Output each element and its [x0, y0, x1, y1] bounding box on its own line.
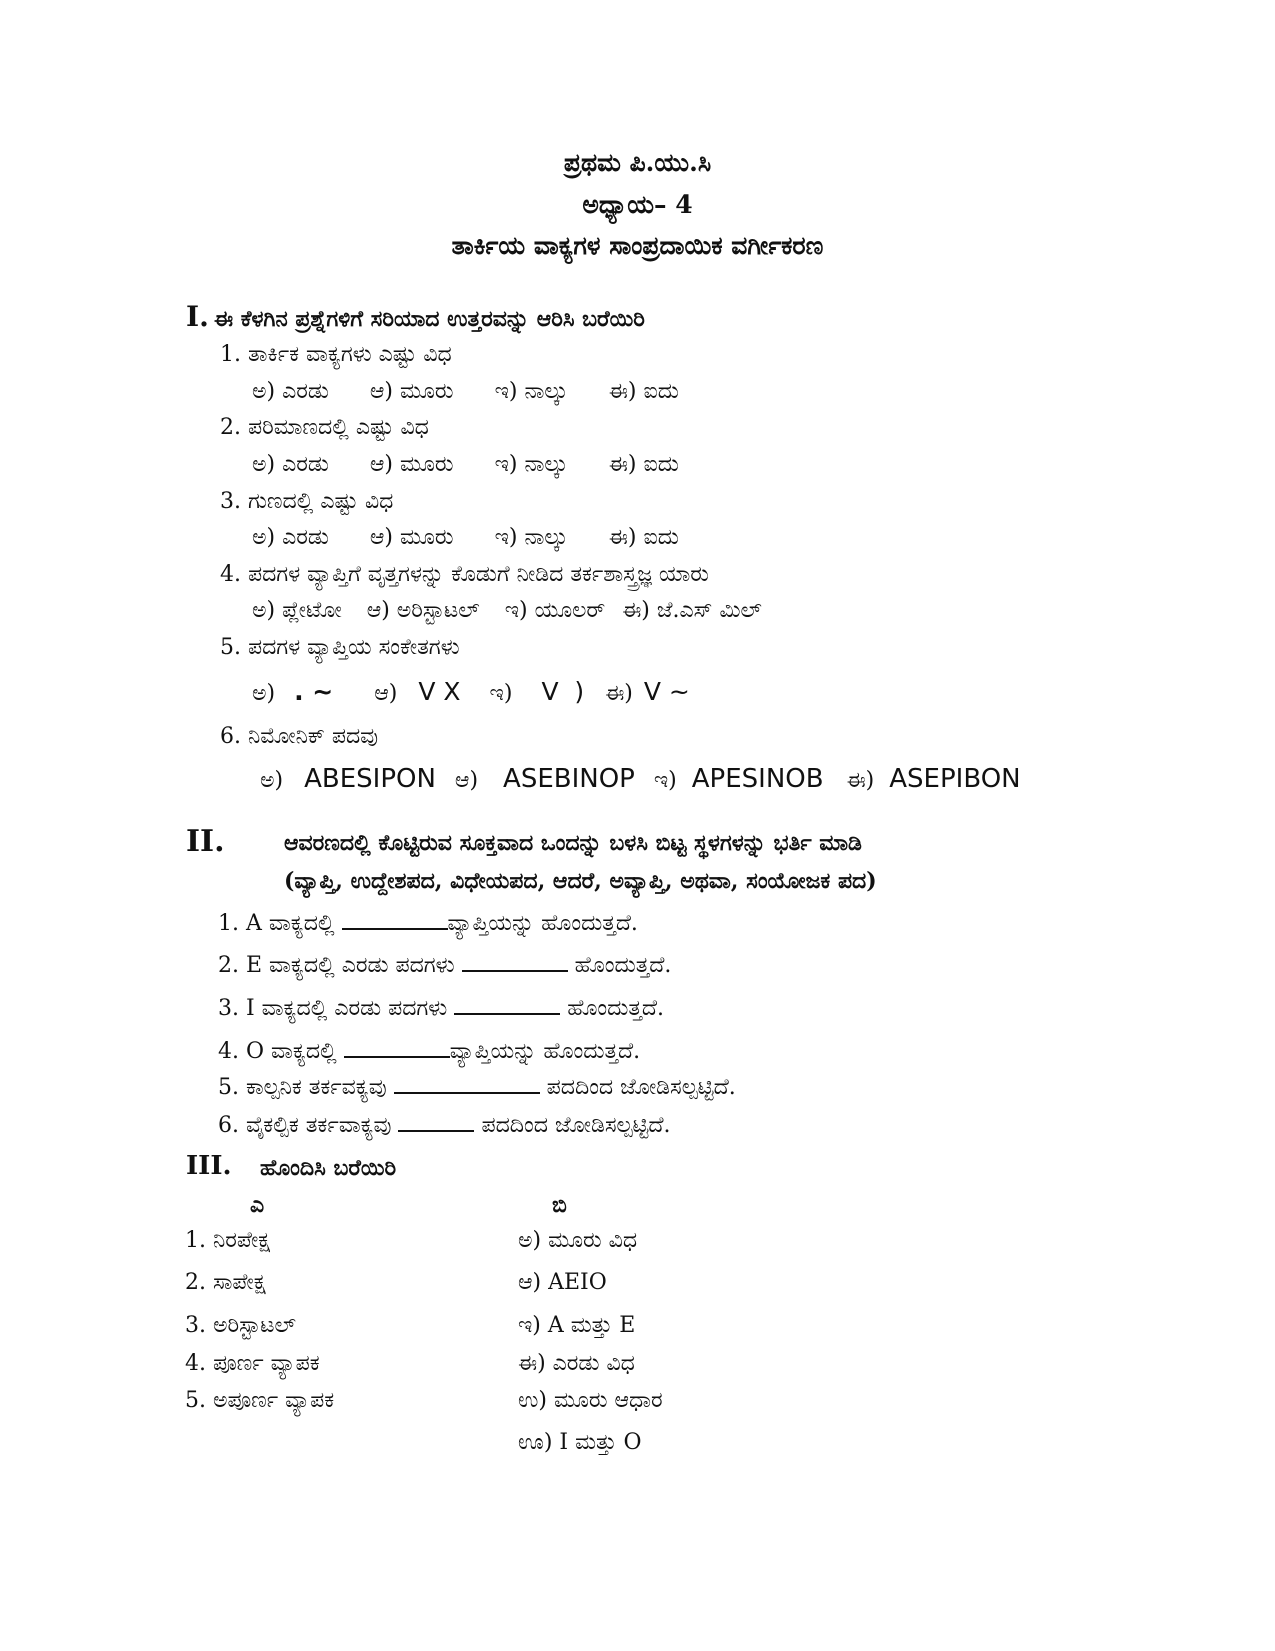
option-label: ಅ) [252, 681, 276, 706]
option: ಈ) ಐದು [608, 525, 679, 550]
option-label: ಆ) [374, 681, 398, 706]
question-2-options [252, 452, 713, 477]
fill-blank-3 [218, 996, 664, 1021]
fill-blank-6-pre: 6. ವೈಕಲ್ಪಿಕ ತರ್ಕವಾಕ್ಯವು [218, 1113, 399, 1138]
symbol-a: . ~ [294, 677, 334, 706]
option: ಅ) ಎರಡು [252, 379, 329, 404]
question-1: 1. ತಾರ್ಕಿಕ ವಾಕ್ಯಗಳು ಎಷ್ಟು ವಿಧ [220, 342, 452, 367]
blank-line [398, 1126, 474, 1132]
option: ಆ) ಮೂರು [369, 525, 454, 550]
symbol-b: V X [418, 677, 461, 706]
page-title: ತಾರ್ಕಿಯ ವಾಕ್ಯಗಳ ಸಾಂಪ್ರದಾಯಿಕ ವರ್ಗೀಕರಣ [451, 231, 824, 260]
mnemonic-c: APESINOB [691, 764, 824, 794]
option: ಈ) ಜೆ.ಎಸ್ ಮಿಲ್ [622, 598, 762, 623]
match-a-5: 5. ಅಪೂರ್ಣ ವ್ಯಾಪಕ [185, 1388, 335, 1413]
symbol-c: V ) [541, 677, 585, 706]
option: ಆ) ಅರಿಸ್ಟಾಟಲ್ [366, 598, 480, 623]
course-title: ಪ್ರಥಮ ಪಿ.ಯು.ಸಿ [563, 148, 712, 177]
match-a-1: 1. ನಿರಪೇಕ್ಷ [185, 1228, 271, 1253]
fill-blank-1-pre: 1. A ವಾಕ್ಯದಲ್ಲಿ [218, 911, 342, 936]
blank-line [462, 966, 568, 972]
match-b-2: ಆ) AEIO [518, 1270, 607, 1295]
fill-blank-5-pre: 5. ಕಾಲ್ಪನಿಕ ತರ್ಕವಕ್ಯವು [218, 1075, 394, 1100]
section-2-options: (ವ್ಯಾಪ್ತಿ, ಉದ್ದೇಶಪದ, ವಿಧೇಯಪದ, ಆದರೆ, ಅವ್ಯಾಪ್ತಿ, ಅಥವಾ, ಸಂಯೋಜಕ ಪದ) [284, 868, 877, 894]
option: ಅ) ಎರಡು [252, 525, 329, 550]
match-a-4: 4. ಪೂರ್ಣ ವ್ಯಾಪಕ [185, 1351, 320, 1376]
section-1-numeral: I. [186, 300, 209, 333]
option-label: ಈ) [846, 768, 875, 793]
match-b-1: ಅ) ಮೂರು ವಿಧ [518, 1228, 638, 1253]
symbol-d: V ~ [643, 677, 690, 706]
blank-line [344, 1052, 450, 1058]
column-a-header: ಎ [250, 1192, 265, 1218]
fill-blank-6 [218, 1113, 671, 1138]
option: ಈ) ಐದು [608, 379, 679, 404]
question-5: 5. ಪದಗಳ ವ್ಯಾಪ್ತಿಯ ಸಂಕೇತಗಳು [220, 635, 460, 660]
match-a-3: 3. ಅರಿಸ್ಟಾಟಲ್ [185, 1313, 296, 1338]
option: ಆ) ಮೂರು [369, 379, 454, 404]
option: ಆ) ಮೂರು [369, 452, 454, 477]
fill-blank-1-post: ವ್ಯಾಪ್ತಿಯನ್ನು ಹೊಂದುತ್ತದೆ. [447, 911, 638, 936]
option-label: ಆ) [454, 768, 479, 793]
question-6-options [260, 764, 1021, 794]
match-b-4: ಈ) ಎರಡು ವಿಧ [518, 1351, 635, 1376]
fill-blank-2-pre: 2. E ವಾಕ್ಯದಲ್ಲಿ ಎರಡು ಪದಗಳು [218, 953, 462, 978]
column-b-header: ಬಿ [552, 1192, 567, 1218]
blank-line [394, 1088, 540, 1094]
option: ಇ) ನಾಲ್ಕು [494, 452, 568, 477]
question-1-options [252, 379, 713, 404]
section-3-heading: ಹೊಂದಿಸಿ ಬರೆಯಿರಿ [260, 1155, 397, 1181]
fill-blank-3-pre: 3. I ವಾಕ್ಯದಲ್ಲಿ ಎರಡು ಪದಗಳು [218, 996, 455, 1021]
mnemonic-b: ASEBINOP [503, 764, 635, 794]
option: ಇ) ಯೂಲರ್ [504, 598, 606, 623]
fill-blank-6-post: ಪದದಿಂದ ಜೋಡಿಸಲ್ಪಟ್ಟಿದೆ. [474, 1113, 671, 1138]
section-2-heading: ಆವರಣದಲ್ಲಿ ಕೊಟ್ಟಿರುವ ಸೂಕ್ತವಾದ ಒಂದನ್ನು ಬಳಸಿ ಬಿಟ್ಟ ಸ್ಥಳಗಳನ್ನು ಭರ್ತಿ ಮಾಡಿ [284, 830, 862, 856]
section-3-numeral: III. [186, 1151, 232, 1181]
option: ಇ) ನಾಲ್ಕು [494, 525, 568, 550]
fill-blank-5 [218, 1075, 736, 1100]
option: ಈ) ಐದು [608, 452, 679, 477]
match-b-3: ಇ) A ಮತ್ತು E [518, 1313, 636, 1338]
chapter-title: ಅಧ್ಯಾಯ– 4 [582, 190, 693, 219]
blank-line [454, 1009, 560, 1015]
option: ಅ) ಎರಡು [252, 452, 329, 477]
question-3: 3. ಗುಣದಲ್ಲಿ ಎಷ್ಟು ವಿಧ [220, 489, 394, 514]
fill-blank-4 [218, 1039, 640, 1064]
blank-line [342, 924, 448, 930]
section-1-heading [186, 300, 645, 333]
fill-blank-2 [218, 953, 671, 978]
option-label: ಇ) [653, 768, 677, 793]
question-5-options [252, 677, 690, 706]
question-6: 6. ನಿಮೋನಿಕ್ ಪದವು [220, 724, 379, 749]
option: ಇ) ನಾಲ್ಕು [494, 379, 568, 404]
fill-blank-1 [218, 911, 638, 936]
option: ಅ) ಪ್ಲೇಟೋ [252, 598, 342, 623]
question-2: 2. ಪರಿಮಾಣದಲ್ಲಿ ಎಷ್ಟು ವಿಧ [220, 415, 429, 440]
fill-blank-4-post: ವ್ಯಾಪ್ತಿಯನ್ನು ಹೊಂದುತ್ತದೆ. [449, 1039, 641, 1064]
question-4-options [252, 598, 796, 623]
question-3-options [252, 525, 713, 550]
match-a-2: 2. ಸಾಪೇಕ್ಷ [185, 1270, 266, 1295]
fill-blank-2-post: ಹೊಂದುತ್ತದೆ. [567, 953, 672, 978]
section-2-numeral: II. [186, 824, 225, 859]
question-4: 4. ಪದಗಳ ವ್ಯಾಪ್ತಿಗೆ ವೃತ್ತಗಳನ್ನು ಕೊಡುಗೆ ನೀಡಿದ ತರ್ಕಶಾಸ್ತ್ರಜ್ಞ ಯಾರು [220, 562, 709, 587]
mnemonic-a: ABESIPON [304, 764, 436, 794]
match-b-5: ಉ) ಮೂರು ಆಧಾರ [518, 1388, 663, 1413]
mnemonic-d: ASEPIBON [889, 764, 1021, 794]
fill-blank-3-post: ಹೊಂದುತ್ತದೆ. [560, 996, 664, 1021]
fill-blank-5-post: ಪದದಿಂದ ಜೋಡಿಸಲ್ಪಟ್ಟಿದೆ. [539, 1075, 736, 1100]
match-b-6: ಊ) I ಮತ್ತು O [518, 1430, 642, 1455]
fill-blank-4-pre: 4. O ವಾಕ್ಯದಲ್ಲಿ [218, 1039, 344, 1064]
option-label: ಈ) [605, 681, 633, 706]
section-1-text: ಈ ಕೆಳಗಿನ ಪ್ರಶ್ನೆಗಳಿಗೆ ಸರಿಯಾದ ಉತ್ತರವನ್ನು ಆರಿಸಿ ಬರೆಯಿರಿ [213, 306, 645, 332]
option-label: ಇ) [489, 681, 513, 706]
option-label: ಅ) [260, 768, 284, 793]
